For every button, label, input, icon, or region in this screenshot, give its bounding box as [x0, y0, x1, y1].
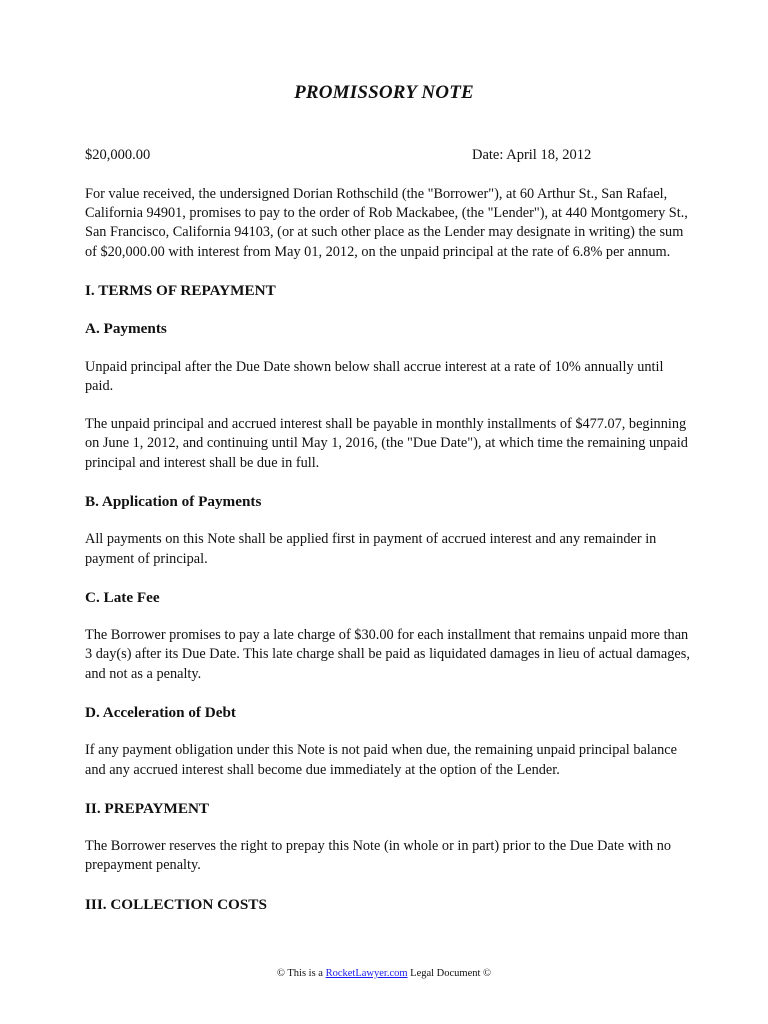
- subsection-heading-application: B. Application of Payments: [85, 492, 262, 510]
- section-heading-terms: I. TERMS OF REPAYMENT: [85, 281, 276, 299]
- document-title: PROMISSORY NOTE: [294, 82, 474, 103]
- note-header: [85, 147, 685, 167]
- rocketlawyer-link[interactable]: RocketLawyer.com: [325, 968, 408, 979]
- note-amount: $20,000.00: [85, 147, 151, 163]
- note-date: Date: April 18, 2012: [472, 147, 592, 163]
- prepayment-paragraph: The Borrower reserves the right to prepay this Note (in whole or in part) prior to the Due Date with no prepayment penalty.: [85, 838, 672, 874]
- payments-paragraph-1: Unpaid principal after the Due Date shown below shall accrue interest at a rate of 10% annually until paid.: [85, 358, 664, 395]
- section-heading-collection-costs: III. COLLECTION COSTS: [85, 895, 267, 913]
- subsection-heading-late-fee: C. Late Fee: [85, 588, 160, 606]
- footer-suffix: Legal Document ©: [407, 968, 492, 979]
- application-paragraph: All payments on this Note shall be applied first in payment of accrued interest and any remainder in payment of principal.: [85, 531, 657, 567]
- payments-paragraph-2: The unpaid principal and accrued interest shall be payable in monthly installments of $477.07, beginning on June 1, 2012, and continuing until May 1, 2016, (the "Due Date"), at which time the remaining unpaid principal and interest shall be due in full.: [85, 416, 688, 471]
- intro-paragraph: For value received, the undersigned Dorian Rothschild (the "Borrower"), at 60 Arthur St., San Rafael, California 94901, promises to pay to the order of Rob Mackabee, (the "Lender"), at 440 Montgomery St., San Francisco, California 94103, (or at such other place as the Lender may designate in writing) the sum of $20,000.00 with interest from May 01, 2012, on the unpaid principal at the rate of 6.8% per annum.: [85, 186, 688, 260]
- late-fee-paragraph: The Borrower promises to pay a late charge of $30.00 for each installment that remains unpaid more than 3 day(s) after its Due Date. This late charge shall be paid as liquidated damages in lieu of actual damages, and not as a penalty.: [85, 627, 690, 682]
- page-footer: [0, 968, 768, 979]
- subsection-heading-acceleration: D. Acceleration of Debt: [85, 703, 236, 721]
- section-heading-prepayment: II. PREPAYMENT: [85, 799, 210, 817]
- acceleration-paragraph: If any payment obligation under this Note is not paid when due, the remaining unpaid principal balance and any accrued interest shall become due immediately at the option of the Lender.: [85, 742, 677, 778]
- document-body: [85, 185, 690, 933]
- footer-prefix: © This is a: [276, 968, 326, 979]
- subsection-heading-payments: A. Payments: [85, 320, 167, 338]
